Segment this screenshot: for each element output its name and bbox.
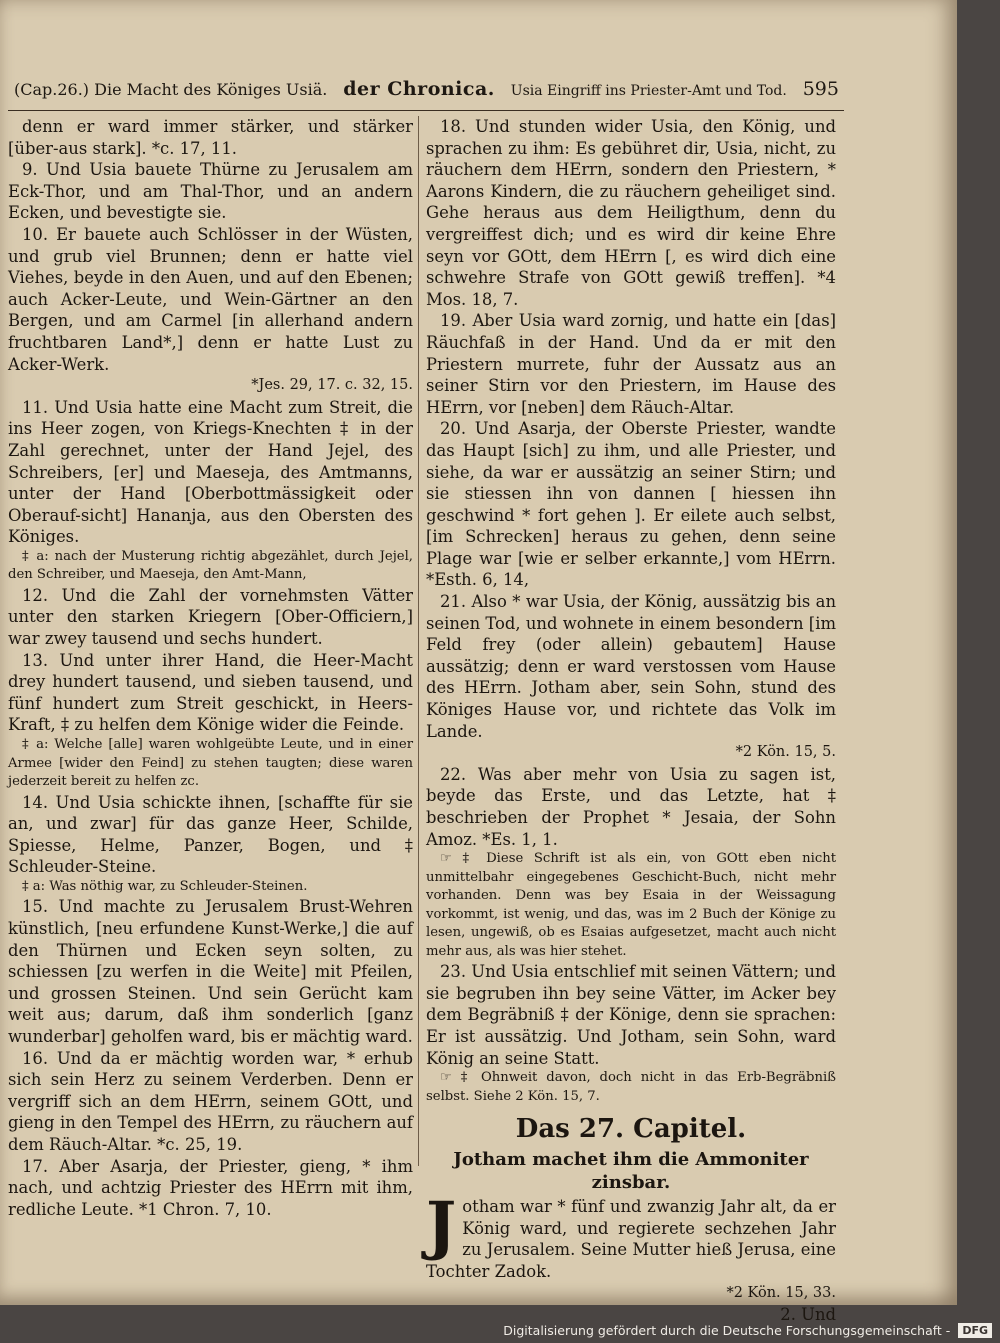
footer-text: Digitalisierung gefördert durch die Deutsche Forschungsgemeinschaft - — [503, 1322, 951, 1338]
chapter-first-verse — [426, 1188, 836, 1282]
verse-paragraph: 17. Aber Asarja, der Priester, gieng, * ihm nach, und achtzig Priester des HErrn mit ihm, redliche Leute. *1 Chron. 7, 10. — [8, 1156, 413, 1219]
verse-paragraph: 21. Also * war Usia, der König, aussätzig bis an seinen Tod, und wohnete in einem besondern [im Feld frey (oder allein) gebautem] Hause aussätzig; denn er ward verstossen vom Hause des HErrn. Jotham aber, sein Sohn, stund des Königes Hause vor, und richtete das Volk im Lande. — [426, 592, 836, 741]
header-left: (Cap.26.) Die Macht des Königes Usiä. — [14, 80, 328, 99]
catchword: 2. Und — [780, 1305, 836, 1325]
verse-paragraph: 22. Was aber mehr von Usia zu sagen ist, beyde das Erste, und das Letzte, hat ‡ beschrieben der Prophet * Jesaia, der Sohn Amoz. *Es. 1, 1. — [426, 764, 836, 849]
left-column — [8, 116, 413, 1220]
footnote: ‡ a: Welche [alle] waren wohlgeübte Leute, und in einer Armee [wider den Feind] zu stehen taugten; diese waren jederzeit bereit zu helfen zc. — [8, 737, 413, 790]
footnote: ‡ a: Was nöthig war, zu Schleuder-Steinen. — [22, 878, 308, 894]
footnote: ‡ a: nach der Musterung richtig abgezählet, durch Jejel, den Schreiber, und Maeseja, den Amt-Mann, — [8, 548, 413, 583]
digitization-footer — [0, 1317, 1000, 1343]
verse-paragraph: denn er ward immer stärker, und stärker [über-aus stark]. *c. 17, 11. — [8, 117, 413, 158]
verse-paragraph: 11. Und Usia hatte eine Macht zum Streit, die ins Heer zogen, von Kriegs-Knechten ‡ in der Zahl gerechnet, unter der Hand Jejel, des Schreibers, [er] und Maeseja, des Amtmanns, unter der Hand [Oberbottmässigkeit oder Oberauf-sicht] Hananja, aus den Obersten des Königes. — [8, 397, 413, 547]
verse-paragraph: 14. Und Usia schickte ihnen, [schaffte für sie an, und zwar] für das ganze Heer, Schilde, Spiesse, Helme, Panzer, Bogen, und ‡ Schleuder-Steine. — [8, 792, 413, 877]
first-verse-reference: *2 Kön. 15, 33. — [726, 1284, 836, 1301]
verse-paragraph: 18. Und stunden wider Usia, den König, und sprachen zu ihm: Es gebühret dir, Usia, nicht, zu räuchern dem HErrn, sondern den Priestern, * Aarons Kindern, die zu räuchern geheiliget sind. Gehe heraus aus dem Heiligthum, denn du vergreiffest dich; und es wird dir keine Ehre seyn vor GOtt, dem HErrn [, es wird dich eine schwehre Strafe von GOtt gewiß treffen]. *4 Mos. 18, 7. — [426, 117, 836, 309]
running-header — [14, 78, 839, 100]
right-column-verses — [426, 116, 836, 1106]
chapter-title: Das 27. Capitel. — [515, 1114, 747, 1145]
verse-paragraph: 13. Und unter ihrer Hand, die Heer-Macht drey hundert tausend, und sieben tausend, und fünf hundert zum Streit geschickt, in Heers-Kraft, ‡ zu helfen dem Könige wider die Feinde. — [8, 650, 413, 735]
verse-paragraph: 15. Und machte zu Jerusalem Brust-Wehren künstlich, [neu erfundene Kunst-Werke,] die auf den Thürnen und Ecken seyn solten, zu schiessen [zu werfen in die Weite] mit Pfeilen, und grossen Steinen. Und sein Gerücht kam weit aus; darum, daß ihm sonderlich [ganz wunderbar] geholfen ward, bis er mächtig ward. — [8, 897, 413, 1046]
verse-paragraph: 16. Und da er mächtig worden war, * erhub sich sein Herz zu seinem Verderben. Denn er vergriff sich an dem HErrn, seinem GOtt, und gieng in den Tempel des HErrn, zu räuchern auf dem Räuch-Altar. *c. 25, 19. — [8, 1048, 413, 1154]
dfg-logo: DFG — [958, 1323, 992, 1338]
footnote: ☞ ‡ Diese Schrift ist als ein, von GOtt eben nicht unmittelbahr eingegebenes Geschicht-Buch, nicht mehr vorhanden. Denn was bey Esaia in der Weissagung vorkommt, ist wenig, und das, was im 2 Buch der Könige zu lesen, ungewiß, ob es Esaias aufgesetzet, macht auch nicht mehr aus, als was hier stehet. — [426, 851, 836, 959]
right-column — [426, 116, 836, 1326]
page-number: 595 — [802, 78, 839, 100]
drop-cap: J — [426, 1188, 457, 1264]
cross-reference: *Jes. 29, 17. c. 32, 15. — [251, 377, 413, 394]
header-rule — [8, 110, 844, 111]
column-divider — [418, 116, 419, 1166]
verse-paragraph: 20. Und Asarja, der Oberste Priester, wandte das Haupt [sich] zu ihm, und alle Priester, und siehe, da war er aussätzig an seiner Stirn; und sie stiessen ihn von dannen [ hiessen ihn geschwind * fort gehen ]. Er eilete auch selbst, [im Schrecken] heraus zu gehen, denn seine Plage war [wie er selber erkannte,] vom HErrn. *Esth. 6, 14, — [426, 419, 836, 590]
verse-paragraph: 23. Und Usia entschlief mit seinen Vättern; und sie begruben ihn bey seine Vätter, im Acker bey dem Begräbniß ‡ der Könige, denn sie sprachen: Er ist aussätzig. Und Jotham, sein Sohn, ward König an seine Statt. — [426, 962, 836, 1068]
verse-paragraph: 10. Er bauete auch Schlösser in der Wüsten, und grub viel Brunnen; denn er hatte viel Viehes, beyde in den Auen, und auf den Ebenen; auch Acker-Leute, und Wein-Gärtner an den Bergen, und am Carmel [in allerhand andern fruchtbaren Land*,] denn er hatte Lust zu Acker-Werk. — [8, 224, 413, 374]
chapter-summary: Jotham machet ihm die Ammoniter zinsbar. — [453, 1149, 809, 1194]
cross-reference: *2 Kön. 15, 5. — [735, 744, 836, 761]
footnote: ☞ ‡ Ohnweit davon, doch nicht in das Erb-Begräbniß selbst. Siehe 2 Kön. 15, 7. — [426, 1070, 836, 1104]
first-verse-text: otham war * fünf und zwanzig Jahr alt, da er König ward, und regierete sechzehen Jahr zu Jerusalem. Seine Mutter hieß Jerusa, eine Tochter Zadok. — [426, 1197, 836, 1281]
header-right: Usia Eingriff ins Priester-Amt und Tod. — [510, 83, 787, 99]
verse-paragraph: 9. Und Usia bauete Thürne zu Jerusalem am Eck-Thor, und am Thal-Thor, und an andern Ecken, und bevestigte sie. — [8, 160, 413, 223]
verse-paragraph: 12. Und die Zahl der vornehmsten Vätter unter den starken Kriegern [Ober-Officiern,] war zwey tausend und sechs hundert. — [8, 585, 413, 649]
verse-paragraph: 19. Aber Usia ward zornig, und hatte ein [das] Räuchfaß in der Hand. Und da er mit den Priestern murrete, fuhr der Aussatz aus an seiner Stirn vor den Priestern, im Hause des HErrn, vor [neben] dem Räuch-Altar. — [426, 311, 836, 417]
header-center: der Chronica. — [343, 78, 495, 100]
